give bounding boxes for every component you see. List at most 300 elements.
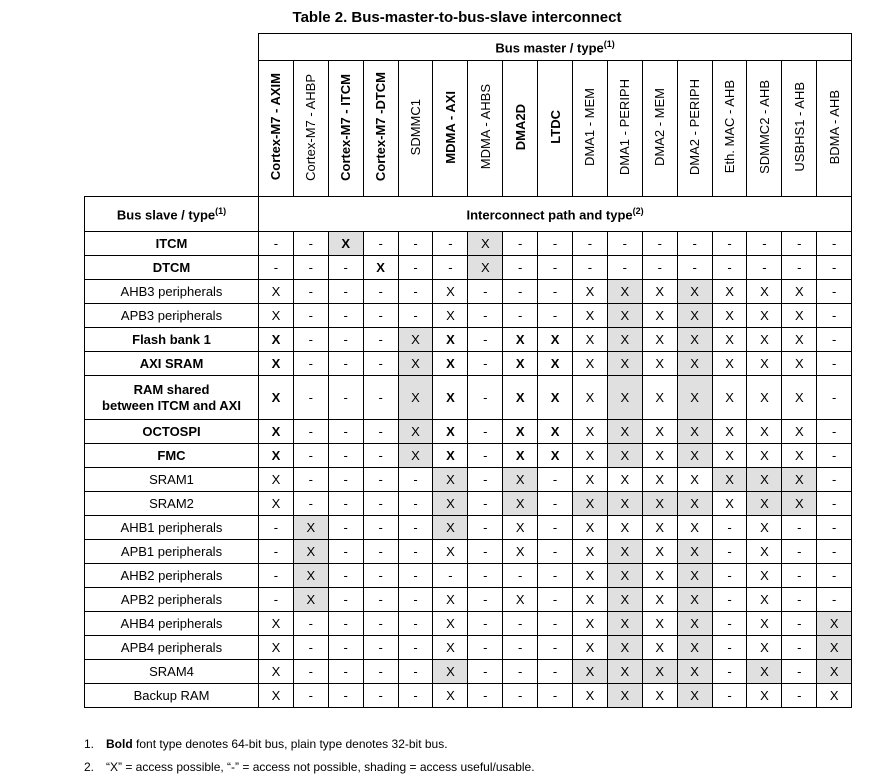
access-cell: X <box>468 232 503 256</box>
master-col-header <box>468 61 503 197</box>
access-cell: - <box>747 256 782 280</box>
access-cell: - <box>398 516 433 540</box>
access-cell: - <box>782 540 817 564</box>
access-cell: X <box>433 636 468 660</box>
access-cell: X <box>712 376 747 420</box>
access-cell: X <box>573 280 608 304</box>
access-cell: X <box>259 328 294 352</box>
access-cell: X <box>573 636 608 660</box>
access-cell: - <box>293 660 328 684</box>
access-cell: X <box>747 540 782 564</box>
access-cell: - <box>433 256 468 280</box>
access-cell: - <box>503 636 538 660</box>
table-row <box>85 444 852 468</box>
access-cell: X <box>712 420 747 444</box>
access-cell: X <box>573 376 608 420</box>
access-cell: - <box>328 468 363 492</box>
access-cell: - <box>677 232 712 256</box>
access-cell: - <box>538 492 573 516</box>
access-cell: X <box>747 636 782 660</box>
access-cell: - <box>503 280 538 304</box>
access-cell: - <box>468 684 503 708</box>
access-cell: - <box>782 684 817 708</box>
access-cell: X <box>573 684 608 708</box>
access-cell: - <box>363 444 398 468</box>
access-cell: X <box>782 328 817 352</box>
access-cell: - <box>363 516 398 540</box>
access-cell: X <box>259 420 294 444</box>
slave-label: SRAM1 <box>85 468 259 492</box>
access-cell: X <box>259 304 294 328</box>
access-cell: X <box>642 612 677 636</box>
footnote-2: 2. “X” = access possible, “-” = access not possible, shading = access useful/usable. <box>84 760 535 774</box>
access-cell: - <box>747 232 782 256</box>
access-cell: - <box>817 376 852 420</box>
access-cell: - <box>782 612 817 636</box>
access-cell: - <box>817 444 852 468</box>
master-col-header <box>259 61 294 197</box>
access-cell: X <box>607 376 642 420</box>
access-cell: - <box>468 468 503 492</box>
access-cell: X <box>747 564 782 588</box>
access-cell: X <box>259 280 294 304</box>
access-cell: X <box>642 540 677 564</box>
access-cell: X <box>398 420 433 444</box>
master-col-header <box>398 61 433 197</box>
master-name: Cortex-M7 - AXIM <box>268 73 284 181</box>
access-cell: X <box>503 352 538 376</box>
access-cell: X <box>677 636 712 660</box>
access-cell: X <box>782 468 817 492</box>
access-cell: X <box>503 328 538 352</box>
access-cell: X <box>293 588 328 612</box>
master-col-header <box>293 61 328 197</box>
access-cell: - <box>538 304 573 328</box>
access-cell: - <box>328 328 363 352</box>
access-cell: X <box>503 540 538 564</box>
access-cell: X <box>677 660 712 684</box>
access-cell: X <box>817 660 852 684</box>
access-cell: X <box>293 540 328 564</box>
master-name: Cortex-M7 - AHBP <box>303 73 319 181</box>
access-cell: - <box>607 256 642 280</box>
slave-label: RAM shared between ITCM and AXI <box>85 376 259 420</box>
access-cell: X <box>782 280 817 304</box>
master-name: DMA2 - PERIPH <box>687 78 703 176</box>
access-cell: - <box>398 304 433 328</box>
access-cell: - <box>538 612 573 636</box>
footnotes <box>84 737 535 783</box>
master-name: SDMMC2 - AHB <box>756 80 772 174</box>
access-cell: X <box>607 636 642 660</box>
slave-label: OCTOSPI <box>85 420 259 444</box>
access-cell: - <box>468 612 503 636</box>
access-cell: - <box>712 588 747 612</box>
access-cell: - <box>328 492 363 516</box>
access-cell: - <box>328 540 363 564</box>
access-cell: X <box>573 304 608 328</box>
access-cell: X <box>433 376 468 420</box>
access-cell: X <box>433 328 468 352</box>
access-cell: X <box>293 516 328 540</box>
access-cell: X <box>712 492 747 516</box>
access-cell: - <box>328 304 363 328</box>
access-cell: - <box>328 636 363 660</box>
access-cell: X <box>677 540 712 564</box>
access-cell: - <box>817 352 852 376</box>
access-cell: X <box>747 304 782 328</box>
slave-label: SRAM2 <box>85 492 259 516</box>
table-row <box>85 492 852 516</box>
master-name: DMA1 - PERIPH <box>617 78 633 176</box>
access-cell: X <box>677 328 712 352</box>
access-cell: X <box>747 420 782 444</box>
access-cell: X <box>677 684 712 708</box>
access-cell: X <box>747 444 782 468</box>
access-cell: - <box>573 232 608 256</box>
access-cell: - <box>712 660 747 684</box>
access-cell: X <box>259 612 294 636</box>
access-cell: X <box>747 328 782 352</box>
slave-label: AHB1 peripherals <box>85 516 259 540</box>
access-cell: - <box>712 516 747 540</box>
access-cell: X <box>642 376 677 420</box>
access-cell: X <box>433 588 468 612</box>
slave-label: AHB2 peripherals <box>85 564 259 588</box>
access-cell: - <box>468 444 503 468</box>
access-cell: X <box>398 376 433 420</box>
slave-label: Backup RAM <box>85 684 259 708</box>
access-cell: - <box>468 516 503 540</box>
access-cell: - <box>817 492 852 516</box>
table-row <box>85 232 852 256</box>
access-cell: - <box>712 612 747 636</box>
access-cell: - <box>328 612 363 636</box>
access-cell: X <box>468 256 503 280</box>
access-cell: - <box>712 636 747 660</box>
access-cell: - <box>363 612 398 636</box>
access-cell: - <box>293 636 328 660</box>
access-cell: X <box>677 420 712 444</box>
access-cell: - <box>712 256 747 280</box>
access-cell: - <box>293 612 328 636</box>
access-cell: - <box>363 684 398 708</box>
access-cell: - <box>398 540 433 564</box>
access-cell: - <box>259 256 294 280</box>
access-cell: X <box>607 444 642 468</box>
access-cell: - <box>363 328 398 352</box>
access-cell: X <box>259 444 294 468</box>
access-cell: X <box>259 684 294 708</box>
master-col-header <box>607 61 642 197</box>
access-cell: - <box>398 492 433 516</box>
access-cell: - <box>293 444 328 468</box>
access-cell: - <box>538 468 573 492</box>
access-cell: - <box>328 564 363 588</box>
access-cell: - <box>468 376 503 420</box>
access-cell: X <box>607 612 642 636</box>
access-cell: X <box>607 684 642 708</box>
access-cell: - <box>538 588 573 612</box>
slave-label: FMC <box>85 444 259 468</box>
access-cell: - <box>398 280 433 304</box>
access-cell: - <box>782 564 817 588</box>
access-cell: - <box>782 636 817 660</box>
access-cell: X <box>503 376 538 420</box>
table-row <box>85 420 852 444</box>
access-cell: - <box>328 684 363 708</box>
access-cell: - <box>259 564 294 588</box>
access-cell: X <box>538 352 573 376</box>
access-cell: X <box>607 328 642 352</box>
access-cell: X <box>398 444 433 468</box>
access-cell: - <box>293 256 328 280</box>
access-cell: - <box>328 516 363 540</box>
bus-master-header-row <box>85 34 852 61</box>
table-row <box>85 256 852 280</box>
access-cell: - <box>468 328 503 352</box>
slave-label: AHB4 peripherals <box>85 612 259 636</box>
master-col-header <box>817 61 852 197</box>
slave-label: Flash bank 1 <box>85 328 259 352</box>
access-cell: - <box>817 516 852 540</box>
access-cell: - <box>817 304 852 328</box>
access-cell: X <box>677 612 712 636</box>
master-name: MDMA - AHBS <box>477 84 493 170</box>
access-cell: - <box>259 588 294 612</box>
access-cell: - <box>503 564 538 588</box>
access-cell: X <box>642 564 677 588</box>
access-cell: X <box>503 444 538 468</box>
access-cell: X <box>607 492 642 516</box>
access-cell: X <box>573 588 608 612</box>
access-cell: X <box>642 328 677 352</box>
access-cell: X <box>538 328 573 352</box>
access-cell: X <box>642 280 677 304</box>
empty-corner-2 <box>85 61 259 197</box>
access-cell: X <box>259 636 294 660</box>
access-cell: X <box>259 492 294 516</box>
access-cell: X <box>642 660 677 684</box>
access-cell: X <box>607 420 642 444</box>
bus-slave-header: Bus slave / type$^{(1)}$ <box>85 197 259 232</box>
access-cell: - <box>293 232 328 256</box>
access-cell: - <box>398 660 433 684</box>
access-cell: X <box>259 352 294 376</box>
access-cell: X <box>433 660 468 684</box>
slave-label: APB2 peripherals <box>85 588 259 612</box>
access-cell: X <box>607 468 642 492</box>
access-cell: - <box>293 304 328 328</box>
access-cell: X <box>433 684 468 708</box>
slave-label: ITCM <box>85 232 259 256</box>
table-row <box>85 280 852 304</box>
access-cell: X <box>433 612 468 636</box>
access-cell: - <box>468 492 503 516</box>
access-cell: X <box>677 352 712 376</box>
access-cell: X <box>503 516 538 540</box>
access-cell: X <box>747 588 782 612</box>
access-cell: X <box>607 540 642 564</box>
access-cell: X <box>712 352 747 376</box>
access-cell: - <box>468 280 503 304</box>
access-cell: - <box>468 564 503 588</box>
access-cell: X <box>259 376 294 420</box>
access-cell: X <box>712 468 747 492</box>
access-cell: - <box>363 564 398 588</box>
access-cell: X <box>538 376 573 420</box>
access-cell: X <box>573 444 608 468</box>
interconnect-table <box>84 33 852 708</box>
access-cell: - <box>538 636 573 660</box>
access-cell: X <box>573 420 608 444</box>
access-cell: - <box>503 612 538 636</box>
access-cell: X <box>573 352 608 376</box>
access-cell: - <box>677 256 712 280</box>
access-cell: - <box>468 636 503 660</box>
slave-label: AXI SRAM <box>85 352 259 376</box>
access-cell: X <box>503 492 538 516</box>
access-cell: X <box>712 444 747 468</box>
access-cell: X <box>677 280 712 304</box>
access-cell: X <box>607 280 642 304</box>
access-cell: - <box>398 468 433 492</box>
access-cell: X <box>573 540 608 564</box>
access-cell: X <box>573 660 608 684</box>
access-cell: - <box>293 420 328 444</box>
access-cell: - <box>817 328 852 352</box>
access-cell: X <box>642 444 677 468</box>
access-cell: X <box>573 468 608 492</box>
access-cell: - <box>328 376 363 420</box>
access-cell: - <box>468 304 503 328</box>
access-cell: X <box>573 492 608 516</box>
access-cell: - <box>782 588 817 612</box>
access-cell: X <box>782 444 817 468</box>
access-cell: - <box>817 232 852 256</box>
access-cell: X <box>328 232 363 256</box>
slave-label: APB3 peripherals <box>85 304 259 328</box>
access-cell: X <box>573 564 608 588</box>
access-cell: X <box>433 516 468 540</box>
access-cell: - <box>468 540 503 564</box>
access-cell: - <box>363 636 398 660</box>
access-cell: - <box>538 232 573 256</box>
access-cell: - <box>433 564 468 588</box>
master-name: SDMMC1 <box>408 98 423 156</box>
access-cell: - <box>363 492 398 516</box>
master-col-header <box>642 61 677 197</box>
access-cell: - <box>817 468 852 492</box>
slave-label: APB1 peripherals <box>85 540 259 564</box>
access-cell: - <box>363 660 398 684</box>
access-cell: - <box>259 232 294 256</box>
access-cell: X <box>503 588 538 612</box>
access-cell: - <box>468 352 503 376</box>
access-cell: - <box>712 684 747 708</box>
interconnect-path-header: Interconnect path and type$^{(2)}$ <box>259 197 852 232</box>
access-cell: X <box>642 636 677 660</box>
access-cell: - <box>259 540 294 564</box>
access-cell: X <box>433 280 468 304</box>
table-row <box>85 684 852 708</box>
access-cell: X <box>259 660 294 684</box>
access-cell: X <box>782 376 817 420</box>
master-col-header <box>328 61 363 197</box>
master-name: LTDC <box>547 110 563 144</box>
access-cell: X <box>538 444 573 468</box>
master-name: DMA2D <box>512 103 528 151</box>
access-cell: X <box>433 352 468 376</box>
access-cell: - <box>328 660 363 684</box>
access-cell: - <box>398 564 433 588</box>
access-cell: - <box>398 684 433 708</box>
table-row <box>85 468 852 492</box>
access-cell: - <box>642 256 677 280</box>
access-cell: X <box>433 492 468 516</box>
slave-label: DTCM <box>85 256 259 280</box>
access-cell: - <box>817 564 852 588</box>
access-cell: - <box>398 232 433 256</box>
access-cell: - <box>293 684 328 708</box>
access-cell: X <box>747 684 782 708</box>
access-cell: X <box>433 540 468 564</box>
bus-master-header: Bus master / type$^{(1)}$ <box>259 34 852 61</box>
access-cell: X <box>747 352 782 376</box>
master-col-header <box>363 61 398 197</box>
footnote-1: 1. Bold font type denotes 64-bit bus, plain type denotes 32-bit bus. <box>84 737 448 751</box>
access-cell: X <box>573 328 608 352</box>
access-cell: - <box>363 540 398 564</box>
table-row <box>85 660 852 684</box>
access-cell: - <box>433 232 468 256</box>
access-cell: X <box>433 420 468 444</box>
access-cell: - <box>363 468 398 492</box>
access-cell: - <box>398 636 433 660</box>
master-names-row <box>85 61 852 197</box>
access-cell: - <box>363 376 398 420</box>
access-cell: - <box>607 232 642 256</box>
access-cell: - <box>328 352 363 376</box>
access-cell: X <box>503 468 538 492</box>
access-cell: - <box>398 256 433 280</box>
access-cell: X <box>503 420 538 444</box>
access-cell: X <box>433 468 468 492</box>
access-cell: X <box>782 492 817 516</box>
access-cell: X <box>642 588 677 612</box>
access-cell: - <box>712 564 747 588</box>
table-row <box>85 516 852 540</box>
access-cell: X <box>398 328 433 352</box>
table-row <box>85 328 852 352</box>
access-cell: - <box>503 660 538 684</box>
access-cell: X <box>712 328 747 352</box>
access-cell: X <box>433 444 468 468</box>
table-row <box>85 540 852 564</box>
access-cell: - <box>363 420 398 444</box>
access-cell: X <box>677 468 712 492</box>
access-cell: - <box>398 612 433 636</box>
access-cell: X <box>642 684 677 708</box>
access-cell: - <box>363 280 398 304</box>
access-cell: - <box>538 684 573 708</box>
access-cell: X <box>642 468 677 492</box>
master-name: USBHS1 - AHB <box>791 82 807 172</box>
access-cell: - <box>293 280 328 304</box>
access-cell: X <box>677 444 712 468</box>
access-cell: - <box>817 420 852 444</box>
access-cell: - <box>293 352 328 376</box>
